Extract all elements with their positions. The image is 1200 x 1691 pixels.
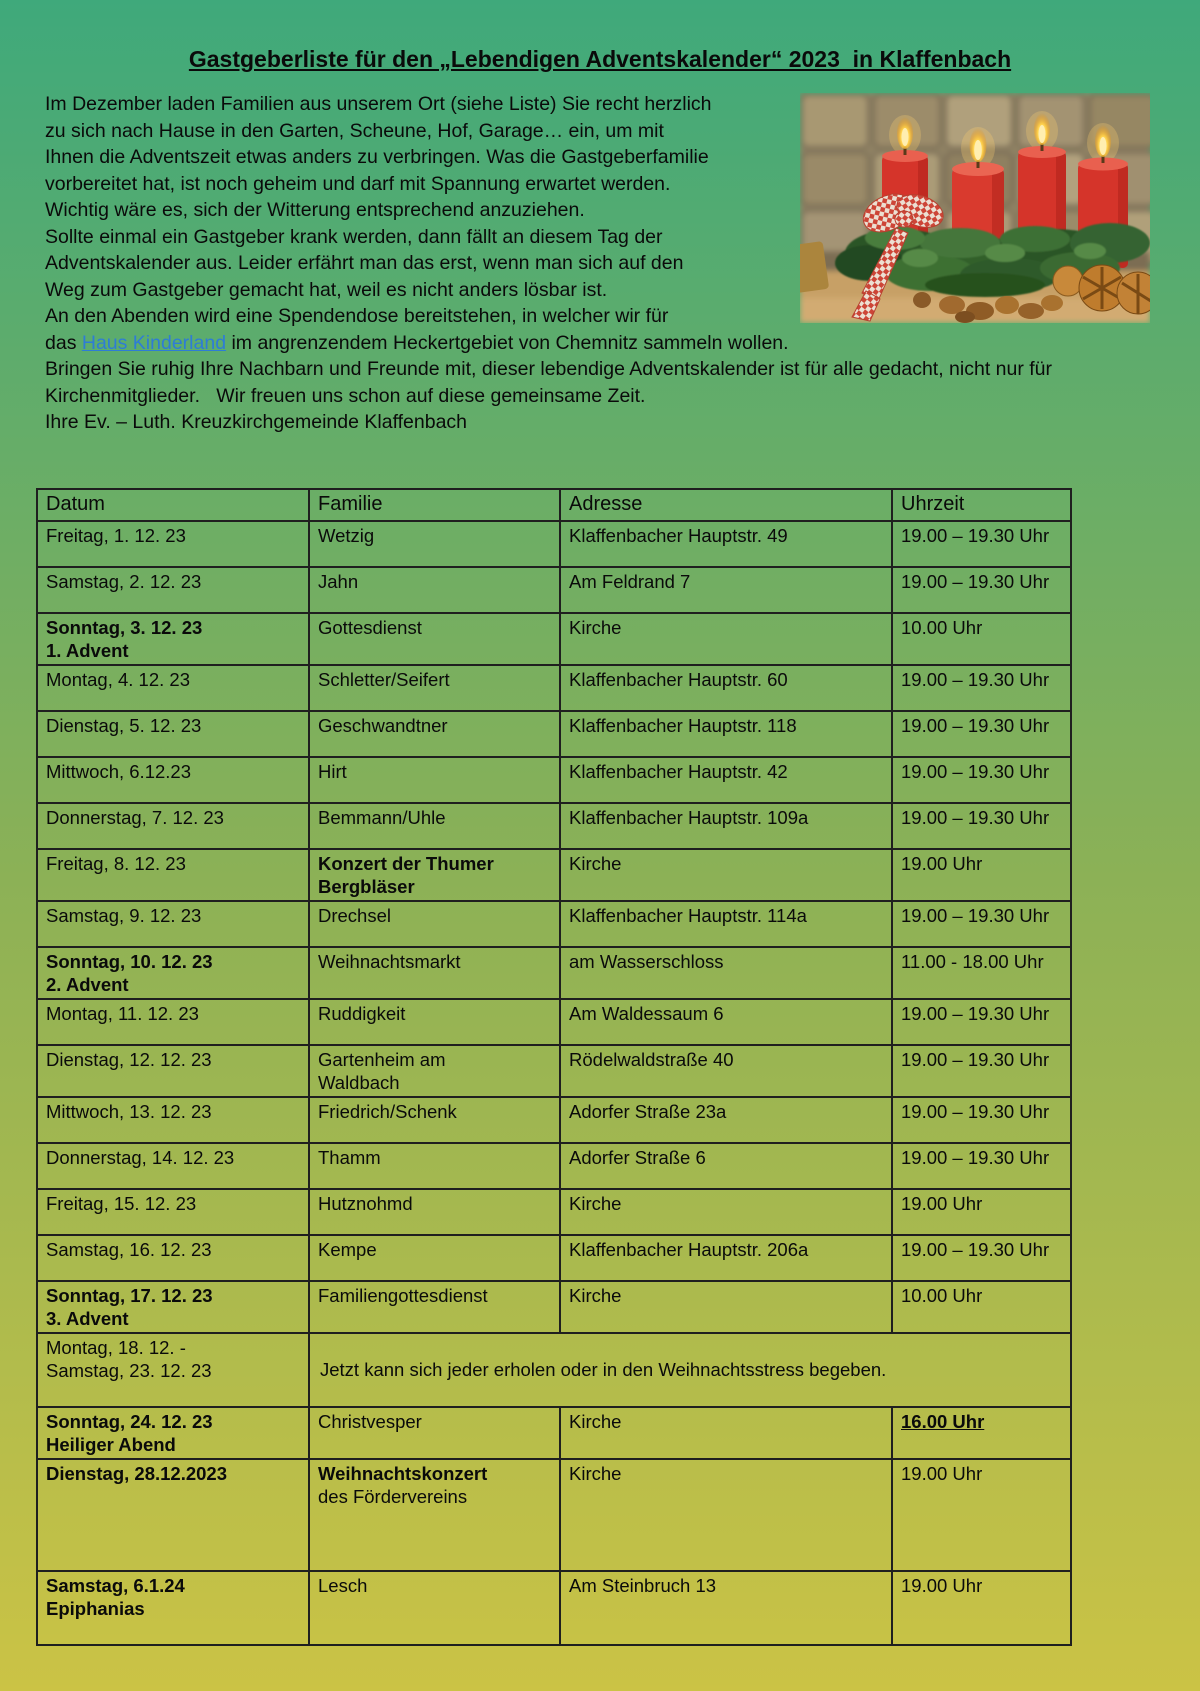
- advent-wreath-photo: [800, 93, 1150, 323]
- cell-datum: Donnerstag, 7. 12. 23: [37, 803, 309, 849]
- cell-uhrzeit: 19.00 – 19.30 Uhr: [892, 1097, 1071, 1143]
- table-row: [37, 1143, 1071, 1189]
- cell-adresse: am Wasserschloss: [560, 947, 892, 999]
- cell-uhrzeit: 19.00 Uhr: [892, 849, 1071, 901]
- intro-line: An den Abenden wird eine Spendendose bereitstehen, in welcher wir für: [45, 305, 669, 327]
- cell-uhrzeit: 19.00 – 19.30 Uhr: [892, 1235, 1071, 1281]
- intro-line: Bringen Sie ruhig Ihre Nachbarn und Freunde mit, dieser lebendige Adventskalender ist für alle gedacht, nicht nur für: [45, 358, 1053, 380]
- cell-adresse: Kirche: [560, 1459, 892, 1571]
- advent-candles-image: [800, 93, 1150, 323]
- cell-adresse: Kirche: [560, 1407, 892, 1459]
- table-row: [37, 947, 1071, 999]
- cell-datum: Samstag, 16. 12. 23: [37, 1235, 309, 1281]
- cell-datum: Mittwoch, 13. 12. 23: [37, 1097, 309, 1143]
- cell-datum: Sonntag, 10. 12. 23 2. Advent: [37, 947, 309, 999]
- cell-uhrzeit: 19.00 – 19.30 Uhr: [892, 1045, 1071, 1097]
- cell-uhrzeit: 19.00 – 19.30 Uhr: [892, 567, 1071, 613]
- intro-line: Wichtig wäre es, sich der Witterung entsprechend anzuziehen.: [45, 199, 585, 221]
- cell-adresse: Klaffenbacher Hauptstr. 60: [560, 665, 892, 711]
- cell-familie: Gartenheim am Waldbach: [309, 1045, 560, 1097]
- cell-datum: Sonntag, 24. 12. 23 Heiliger Abend: [37, 1407, 309, 1459]
- intro-line: zu sich nach Hause in den Garten, Scheune, Hof, Garage… ein, um mit: [45, 119, 664, 142]
- cell-datum: Freitag, 8. 12. 23: [37, 849, 309, 901]
- intro-line: Sollte einmal ein Gastgeber krank werden, dann fällt an diesem Tag der: [45, 225, 663, 248]
- intro-paragraph: [45, 91, 1155, 436]
- cell-datum: Montag, 18. 12. - Samstag, 23. 12. 23: [37, 1333, 309, 1407]
- cell-familie: Geschwandtner: [309, 711, 560, 757]
- column-header-familie: Familie: [309, 489, 560, 521]
- intro-line: vorbereitet hat, ist noch geheim und darf mit Spannung erwartet werden.: [45, 172, 671, 195]
- table-row: [37, 1571, 1071, 1645]
- table-row: [37, 711, 1071, 757]
- cell-uhrzeit: 19.00 – 19.30 Uhr: [892, 901, 1071, 947]
- schedule-table: [36, 488, 1072, 1646]
- table-row: [37, 521, 1071, 567]
- table-row: [37, 613, 1071, 665]
- cell-familie: Jahn: [309, 567, 560, 613]
- cell-datum: Montag, 11. 12. 23: [37, 999, 309, 1045]
- cell-familie: Christvesper: [309, 1407, 560, 1459]
- merged-note-cell: Jetzt kann sich jeder erholen oder in den Weihnachtsstress begeben.: [309, 1333, 1071, 1407]
- cell-familie: Schletter/Seifert: [309, 665, 560, 711]
- table-row: [37, 757, 1071, 803]
- cell-uhrzeit: 19.00 – 19.30 Uhr: [892, 521, 1071, 567]
- page-title: Gastgeberliste für den „Lebendigen Adventskalender“ 2023 in Klaffenbach: [188, 46, 1012, 72]
- table-row: [37, 1281, 1071, 1333]
- cell-familie: Weihnachtskonzert des Fördervereins: [309, 1459, 560, 1571]
- cell-uhrzeit: 10.00 Uhr: [892, 1281, 1071, 1333]
- cell-familie: Drechsel: [309, 901, 560, 947]
- cell-uhrzeit: 19.00 – 19.30 Uhr: [892, 803, 1071, 849]
- cell-datum: Freitag, 1. 12. 23: [37, 521, 309, 567]
- cell-familie: Ruddigkeit: [309, 999, 560, 1045]
- cell-datum: Dienstag, 5. 12. 23: [37, 711, 309, 757]
- cell-adresse: Adorfer Straße 6: [560, 1143, 892, 1189]
- cell-adresse: Kirche: [560, 1189, 892, 1235]
- cell-adresse: Kirche: [560, 613, 892, 665]
- cell-familie: Kempe: [309, 1235, 560, 1281]
- intro-line: Ihnen die Adventszeit etwas anders zu verbringen. Was die Gastgeberfamilie: [45, 146, 709, 168]
- cell-familie: Thamm: [309, 1143, 560, 1189]
- cell-uhrzeit: 19.00 Uhr: [892, 1571, 1071, 1645]
- cell-familie: Bemmann/Uhle: [309, 803, 560, 849]
- intro-lines-bottom: [45, 356, 1155, 436]
- intro-line: Kirchenmitglieder. Wir freuen uns schon auf diese gemeinsame Zeit.: [45, 384, 646, 407]
- table-row: [37, 1235, 1071, 1281]
- cell-adresse: Klaffenbacher Hauptstr. 42: [560, 757, 892, 803]
- cell-familie: Hutznohmd: [309, 1189, 560, 1235]
- cell-datum: Samstag, 2. 12. 23: [37, 567, 309, 613]
- table-header-row: [37, 489, 1071, 521]
- cell-familie: Weihnachtsmarkt: [309, 947, 560, 999]
- cell-datum: Dienstag, 28.12.2023: [37, 1459, 309, 1571]
- cell-uhrzeit: 19.00 Uhr: [892, 1459, 1071, 1571]
- cell-datum: Montag, 4. 12. 23: [37, 665, 309, 711]
- cell-uhrzeit: 19.00 – 19.30 Uhr: [892, 757, 1071, 803]
- cell-familie: Wetzig: [309, 521, 560, 567]
- intro-line: Im Dezember laden Familien aus unserem Ort (siehe Liste) Sie recht herzlich: [45, 93, 712, 115]
- cell-familie: Familiengottesdienst: [309, 1281, 560, 1333]
- cell-adresse: Kirche: [560, 1281, 892, 1333]
- table-row: [37, 849, 1071, 901]
- intro-line: Weg zum Gastgeber gemacht hat, weil es nicht anders lösbar ist.: [45, 278, 608, 301]
- cell-familie: Hirt: [309, 757, 560, 803]
- cell-adresse: Klaffenbacher Hauptstr. 114a: [560, 901, 892, 947]
- cell-adresse: Am Steinbruch 13: [560, 1571, 892, 1645]
- cell-familie: Konzert der Thumer Bergbläser: [309, 849, 560, 901]
- cell-datum: Sonntag, 3. 12. 23 1. Advent: [37, 613, 309, 665]
- table-row: [37, 1459, 1071, 1571]
- cell-adresse: Rödelwaldstraße 40: [560, 1045, 892, 1097]
- table-row: [37, 1045, 1071, 1097]
- table-row: [37, 901, 1071, 947]
- column-header-uhrzeit: Uhrzeit: [892, 489, 1071, 521]
- intro-line: Adventskalender aus. Leider erfährt man das erst, wenn man sich auf den: [45, 252, 684, 274]
- table-row: [37, 567, 1071, 613]
- table-row: [37, 1333, 1071, 1407]
- cell-adresse: Klaffenbacher Hauptstr. 118: [560, 711, 892, 757]
- cell-adresse: Kirche: [560, 849, 892, 901]
- cell-datum: Sonntag, 17. 12. 23 3. Advent: [37, 1281, 309, 1333]
- cell-datum: Samstag, 6.1.24 Epiphanias: [37, 1571, 309, 1645]
- cell-adresse: Klaffenbacher Hauptstr. 206a: [560, 1235, 892, 1281]
- table-row: [37, 1189, 1071, 1235]
- cell-adresse: Am Waldessaum 6: [560, 999, 892, 1045]
- table-row: [37, 803, 1071, 849]
- cell-adresse: Klaffenbacher Hauptstr. 49: [560, 521, 892, 567]
- cell-datum: Mittwoch, 6.12.23: [37, 757, 309, 803]
- cell-uhrzeit: 10.00 Uhr: [892, 613, 1071, 665]
- intro-line: Ihre Ev. – Luth. Kreuzkirchgemeinde Klaffenbach: [45, 411, 468, 433]
- cell-uhrzeit: 19.00 – 19.30 Uhr: [892, 999, 1071, 1045]
- cell-uhrzeit: 19.00 – 19.30 Uhr: [892, 665, 1071, 711]
- cell-datum: Donnerstag, 14. 12. 23: [37, 1143, 309, 1189]
- table-row: [37, 1407, 1071, 1459]
- cell-familie: Gottesdienst: [309, 613, 560, 665]
- cell-uhrzeit: 16.00 Uhr: [892, 1407, 1071, 1459]
- table-row: [37, 999, 1071, 1045]
- cell-uhrzeit: 11.00 - 18.00 Uhr: [892, 947, 1071, 999]
- cell-familie: Friedrich/Schenk: [309, 1097, 560, 1143]
- cell-uhrzeit: 19.00 Uhr: [892, 1189, 1071, 1235]
- cell-datum: Dienstag, 12. 12. 23: [37, 1045, 309, 1097]
- cell-adresse: Klaffenbacher Hauptstr. 109a: [560, 803, 892, 849]
- cell-uhrzeit: 19.00 – 19.30 Uhr: [892, 711, 1071, 757]
- cell-datum: Freitag, 15. 12. 23: [37, 1189, 309, 1235]
- column-header-adresse: Adresse: [560, 489, 892, 521]
- haus-kinderland-link[interactable]: Haus Kinderland: [81, 331, 227, 354]
- cell-adresse: Am Feldrand 7: [560, 567, 892, 613]
- intro-link-post: im angrenzendem Heckertgebiet von Chemnitz sammeln wollen.: [226, 331, 789, 354]
- column-header-datum: Datum: [37, 489, 309, 521]
- cell-datum: Samstag, 9. 12. 23: [37, 901, 309, 947]
- intro-link-line: [45, 330, 1155, 357]
- cell-adresse: Adorfer Straße 23a: [560, 1097, 892, 1143]
- table-row: [37, 665, 1071, 711]
- cell-familie: Lesch: [309, 1571, 560, 1645]
- intro-link-pre: das: [45, 331, 82, 354]
- table-row: [37, 1097, 1071, 1143]
- cell-uhrzeit: 19.00 – 19.30 Uhr: [892, 1143, 1071, 1189]
